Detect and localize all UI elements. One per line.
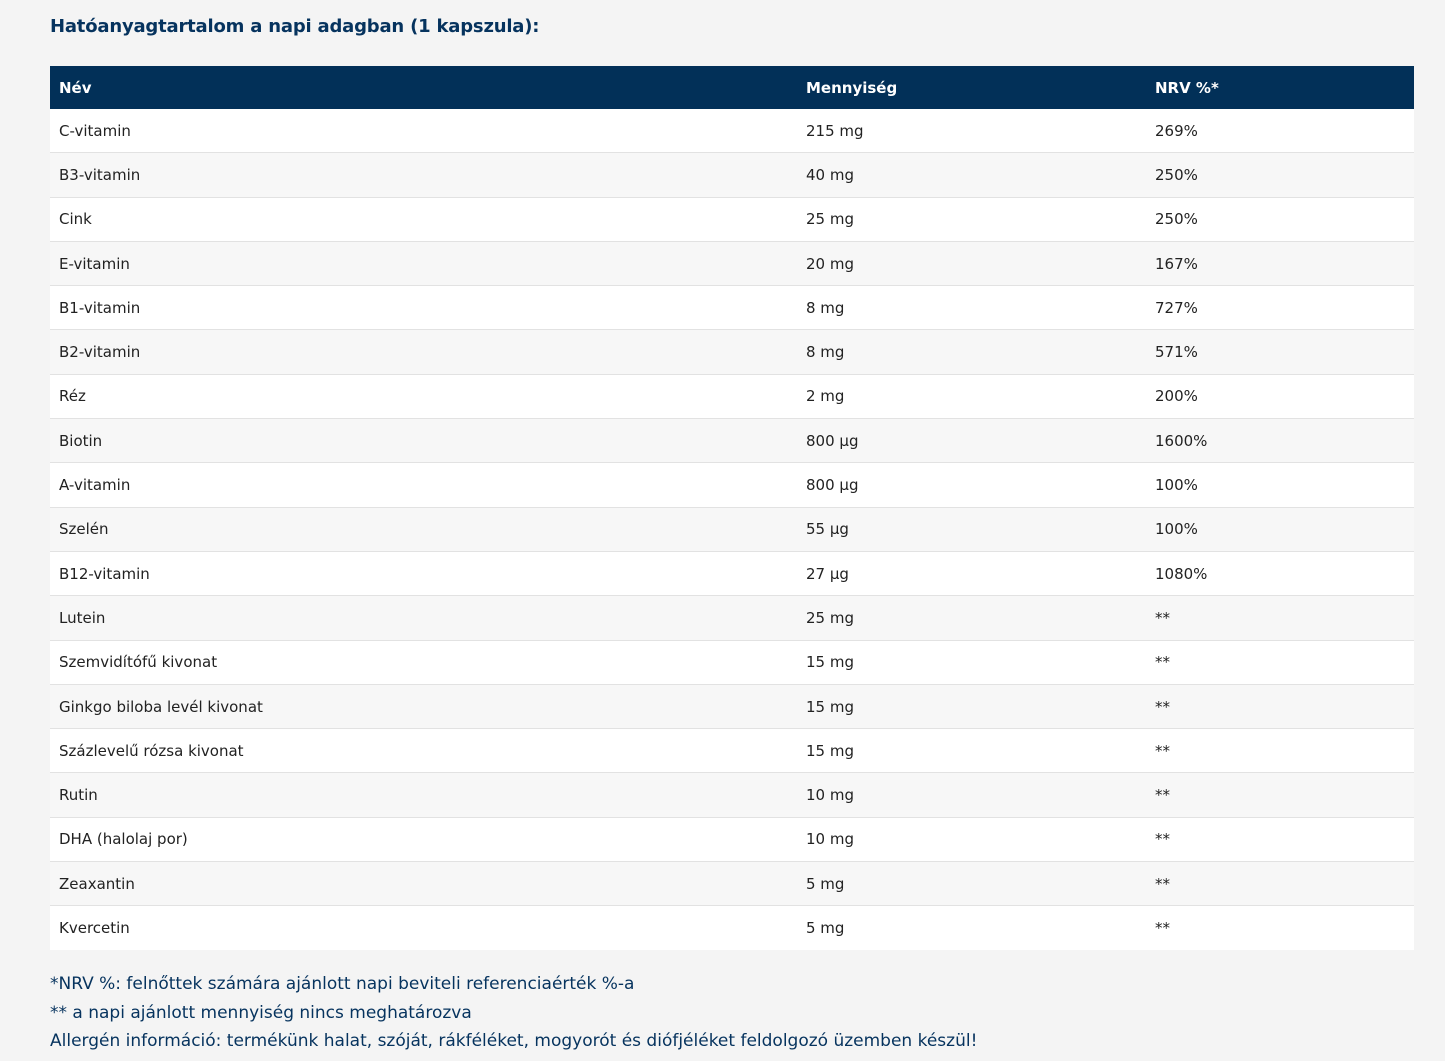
cell-nrv: **	[1146, 684, 1414, 728]
cell-nrv: **	[1146, 729, 1414, 773]
cell-amount: 8 mg	[797, 330, 1146, 374]
cell-amount: 800 µg	[797, 463, 1146, 507]
cell-name: A-vitamin	[50, 463, 797, 507]
cell-nrv: **	[1146, 817, 1414, 861]
cell-name: Szemvidítófű kivonat	[50, 640, 797, 684]
cell-nrv: 250%	[1146, 153, 1414, 197]
table-row	[50, 817, 1414, 861]
cell-nrv: **	[1146, 596, 1414, 640]
cell-amount: 10 mg	[797, 817, 1146, 861]
table-header-row	[50, 66, 1414, 109]
cell-name: Lutein	[50, 596, 797, 640]
cell-amount: 25 mg	[797, 197, 1146, 241]
cell-amount: 5 mg	[797, 862, 1146, 906]
ingredients-table	[50, 66, 1414, 950]
cell-name: B12-vitamin	[50, 551, 797, 595]
cell-nrv: 1600%	[1146, 419, 1414, 463]
cell-amount: 15 mg	[797, 729, 1146, 773]
cell-nrv: 571%	[1146, 330, 1414, 374]
table-row	[50, 684, 1414, 728]
table-row	[50, 153, 1414, 197]
cell-amount: 5 mg	[797, 906, 1146, 950]
cell-nrv: **	[1146, 862, 1414, 906]
table-row	[50, 551, 1414, 595]
cell-nrv: **	[1146, 640, 1414, 684]
table-row	[50, 241, 1414, 285]
table-row	[50, 773, 1414, 817]
cell-amount: 40 mg	[797, 153, 1146, 197]
table-row	[50, 419, 1414, 463]
table-row	[50, 330, 1414, 374]
cell-amount: 20 mg	[797, 241, 1146, 285]
footnotes	[50, 970, 977, 1056]
table-row	[50, 374, 1414, 418]
footnote-allergen: Allergén információ: termékünk halat, szóját, rákféléket, mogyorót és diófjéléket feldolgozó üzemben készül!	[50, 1031, 978, 1051]
cell-amount: 215 mg	[797, 109, 1146, 153]
cell-name: Szelén	[50, 507, 797, 551]
cell-name: E-vitamin	[50, 241, 797, 285]
cell-nrv: 100%	[1146, 463, 1414, 507]
cell-name: B3-vitamin	[50, 153, 797, 197]
cell-nrv: 167%	[1146, 241, 1414, 285]
cell-amount: 2 mg	[797, 374, 1146, 418]
cell-name: DHA (halolaj por)	[50, 817, 797, 861]
header-nrv: NRV %*	[1146, 66, 1414, 109]
table-row	[50, 640, 1414, 684]
cell-amount: 25 mg	[797, 596, 1146, 640]
cell-nrv: 100%	[1146, 507, 1414, 551]
cell-nrv: **	[1146, 773, 1414, 817]
cell-name: Rutin	[50, 773, 797, 817]
cell-amount: 27 µg	[797, 551, 1146, 595]
header-name: Név	[50, 66, 797, 109]
table-row	[50, 906, 1414, 950]
cell-amount: 800 µg	[797, 419, 1146, 463]
cell-name: B1-vitamin	[50, 286, 797, 330]
cell-nrv: 200%	[1146, 374, 1414, 418]
cell-name: Réz	[50, 374, 797, 418]
cell-name: C-vitamin	[50, 109, 797, 153]
cell-nrv: 1080%	[1146, 551, 1414, 595]
cell-amount: 10 mg	[797, 773, 1146, 817]
header-amount: Mennyiség	[797, 66, 1146, 109]
cell-name: Százlevelű rózsa kivonat	[50, 729, 797, 773]
cell-amount: 15 mg	[797, 684, 1146, 728]
table-row	[50, 286, 1414, 330]
table-row	[50, 729, 1414, 773]
page-title: Hatóanyagtartalom a napi adagban (1 kapszula):	[50, 16, 540, 37]
table-row	[50, 507, 1414, 551]
cell-nrv: 250%	[1146, 197, 1414, 241]
cell-amount: 55 µg	[797, 507, 1146, 551]
table-row	[50, 862, 1414, 906]
cell-name: Cink	[50, 197, 797, 241]
footnote-undefined: ** a napi ajánlott mennyiség nincs meghatározva	[50, 1002, 472, 1023]
cell-name: Ginkgo biloba levél kivonat	[50, 684, 797, 728]
cell-name: B2-vitamin	[50, 330, 797, 374]
cell-amount: 15 mg	[797, 640, 1146, 684]
footnote-nrv: *NRV %: felnőttek számára ajánlott napi beviteli referenciaérték %-a	[50, 974, 635, 994]
cell-nrv: **	[1146, 906, 1414, 950]
cell-amount: 8 mg	[797, 286, 1146, 330]
table-row	[50, 197, 1414, 241]
cell-name: Kvercetin	[50, 906, 797, 950]
cell-nrv: 727%	[1146, 286, 1414, 330]
table-row	[50, 109, 1414, 153]
cell-nrv: 269%	[1146, 109, 1414, 153]
table-row	[50, 596, 1414, 640]
cell-name: Zeaxantin	[50, 862, 797, 906]
cell-name: Biotin	[50, 419, 797, 463]
table-row	[50, 463, 1414, 507]
